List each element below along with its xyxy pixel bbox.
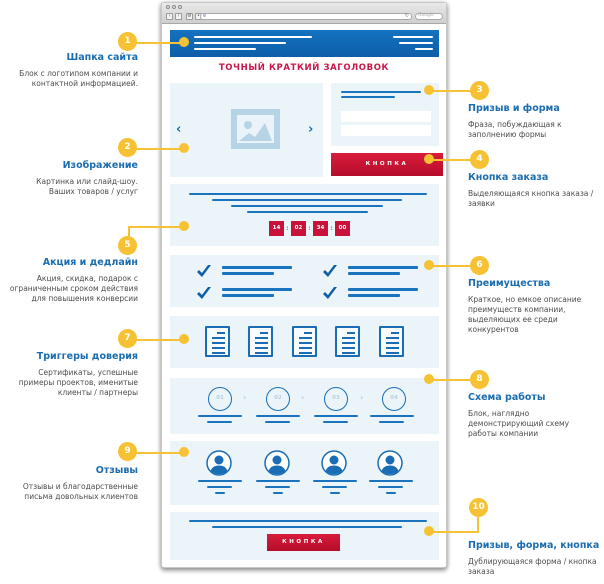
browser-window-mockup [161,2,447,568]
certificate-document-icon [292,326,317,357]
search-bar[interactable] [415,13,443,20]
final-order-button[interactable]: КНОПКА [267,534,340,551]
annotation-badge: 7 [118,329,137,348]
connector-dot [179,143,189,153]
maximize-window-icon[interactable] [178,5,182,9]
certificate-document-icon [335,326,360,357]
connector-dot [424,260,434,270]
step-circle: 02 [266,387,290,411]
user-avatar-icon [264,450,290,476]
annotation-title: Отзывы [95,465,138,476]
order-button[interactable]: КНОПКА [331,153,443,176]
connector-dot [179,334,189,344]
address-bar[interactable] [200,13,412,20]
connector-line [428,265,474,267]
form-input-field[interactable] [341,111,431,122]
work-scheme-block [170,378,439,434]
step-circle: 01 [208,387,232,411]
review-text-line [256,480,300,482]
advantage-text-line [222,294,274,297]
gear-icon[interactable]: ⚙ [187,13,192,19]
connector-line [428,159,474,161]
promo-text-line [247,211,368,213]
promo-deadline-block [170,184,439,246]
step-arrow-icon: › [360,393,364,402]
annotation-description: Фраза, побуждающая к заполнению формы [468,120,562,139]
annotation-description: Отзывы и благодарственные письма довольных клиентов [22,482,138,501]
step-text-line [256,415,300,417]
advantage-text-line [222,288,292,291]
step-arrow-icon: › [301,393,305,402]
annotation-badge: 6 [470,256,489,275]
annotation-description: Блок, наглядно демонстрирующий схему работы компании [468,409,570,438]
checkmark-icon [196,263,212,279]
stop-icon[interactable]: • [195,13,202,20]
annotation-title: Акция и дедлайн [42,257,138,268]
nav-buttons [166,13,202,20]
annotation-description: Блок с логотипом компании и контактной информацией. [19,69,138,88]
checkmark-icon [322,263,338,279]
testimonials-block [170,441,439,505]
connector-dot [179,447,189,457]
header-text-line [194,42,286,44]
step-text-line [198,415,242,417]
form-input-field[interactable] [341,125,431,136]
review-text-line [378,486,403,488]
form-heading-line [341,91,421,93]
annotation-badge: 2 [118,138,137,157]
close-window-icon[interactable] [166,5,170,9]
url-text: e [203,13,207,19]
browser-toolbar [162,3,446,24]
timer-cell: 02 [291,221,306,236]
site-header-block [170,30,439,57]
reload-icon[interactable]: ↻ [404,13,409,19]
advantage-text-line [222,272,274,275]
header-contact-line [399,42,433,44]
user-avatar-icon [377,450,403,476]
connector-line [134,42,184,44]
review-text-line [330,492,340,494]
review-text-line [386,492,396,494]
promo-text-line [231,205,383,207]
review-text-line [215,492,225,494]
step-text-line [207,421,232,423]
review-text-line [369,480,413,482]
annotation-title: Схема работы [468,392,546,403]
slider-next-icon[interactable]: › [308,122,314,137]
checkmark-icon [322,285,338,301]
review-text-line [313,480,357,482]
certificate-document-icon [379,326,404,357]
connector-line [428,379,474,381]
promo-text-line [189,193,427,195]
back-icon[interactable]: ‹ [166,13,173,20]
certificate-document-icon [248,326,273,357]
window-controls [166,5,182,9]
form-heading-line [341,96,395,98]
review-text-line [198,480,242,482]
connector-dot [179,37,189,47]
connector-line [134,452,184,454]
step-circle: 04 [382,387,406,411]
connector-dot [179,221,189,231]
trust-triggers-block [170,316,439,368]
connector-dot [424,374,434,384]
forward-icon[interactable]: › [175,13,182,20]
advantage-text-line [348,288,418,291]
annotation-badge: 1 [118,32,137,51]
timer-cell: 34 [313,221,328,236]
countdown-timer: 14 : 02 : 34 : 00 [269,221,350,236]
connector-dot [424,85,434,95]
user-avatar-icon [206,450,232,476]
promo-text-line [212,199,402,201]
connector-line [428,531,478,533]
step-text-line [379,421,404,423]
step-text-line [314,415,358,417]
step-text-line [323,421,348,423]
annotation-title: Триггеры доверия [36,351,138,362]
connector-dot [424,154,434,164]
certificate-document-icon [205,326,230,357]
final-cta-block [170,512,439,560]
step-text-line [370,415,414,417]
annotation-description: Сертификаты, успешные примеры проектов, именитые клиенты / партнеры [18,368,138,397]
advantage-text-line [348,272,400,275]
step-text-line [265,421,290,423]
review-text-line [273,492,283,494]
advantage-text-line [348,294,400,297]
page-headline: ТОЧНЫЙ КРАТКИЙ ЗАГОЛОВОК [218,63,390,73]
advantage-text-line [348,266,418,269]
step-arrow-icon: › [243,393,247,402]
annotation-badge: 10 [469,498,488,517]
annotation-description: Дублирующаяся форма / кнопка заказа [468,557,597,576]
annotation-description: Акция, скидка, подарок с ограниченным сроком действия для повышения конверсии [9,274,138,303]
timer-cell: 00 [335,221,350,236]
advantage-text-line [222,266,292,269]
image-placeholder-icon [231,109,280,149]
connector-line [134,339,184,341]
image-slider [170,83,323,177]
review-text-line [207,486,232,488]
user-avatar-icon [321,450,347,476]
annotation-title: Преимущества [468,278,551,289]
header-text-line [194,48,256,50]
connector-line [134,148,184,150]
annotation-badge: 4 [470,150,489,169]
annotation-title: Кнопка заказа [468,172,549,183]
annotation-description: Краткое, но емкое описание преимуществ компании, выделяющих ее среди конкурентов [468,295,582,334]
slider-prev-icon[interactable]: ‹ [176,122,182,137]
annotation-title: Шапка сайта [66,52,138,63]
connector-line [428,90,474,92]
annotation-description: Выделяющаяся кнопка заказа / заявки [468,189,594,208]
header-contact-line [415,48,433,50]
connector-dot [424,526,434,536]
annotation-badge: 9 [118,442,137,461]
review-text-line [322,486,347,488]
annotation-badge: 3 [470,81,489,100]
annotation-title: Призыв и форма [468,103,560,114]
advantages-block [170,255,439,307]
annotation-badge: 5 [118,236,137,255]
checkmark-icon [196,285,212,301]
connector-line [128,226,184,228]
header-contact-line [393,36,433,38]
lead-form [331,83,439,146]
search-placeholder: Google [418,13,434,18]
annotation-description: Картинка или слайд-шоу. Ваших товаров / услуг [36,177,138,196]
minimize-window-icon[interactable] [172,5,176,9]
annotation-title: Призыв, форма, кнопка [468,540,600,551]
annotation-title: Изображение [62,160,138,171]
timer-cell: 14 [269,221,284,236]
annotation-badge: 8 [470,370,489,389]
cta-text-line [212,526,402,528]
header-text-line [194,36,312,38]
step-circle: 03 [324,387,348,411]
review-text-line [265,486,290,488]
cta-text-line [189,520,427,522]
